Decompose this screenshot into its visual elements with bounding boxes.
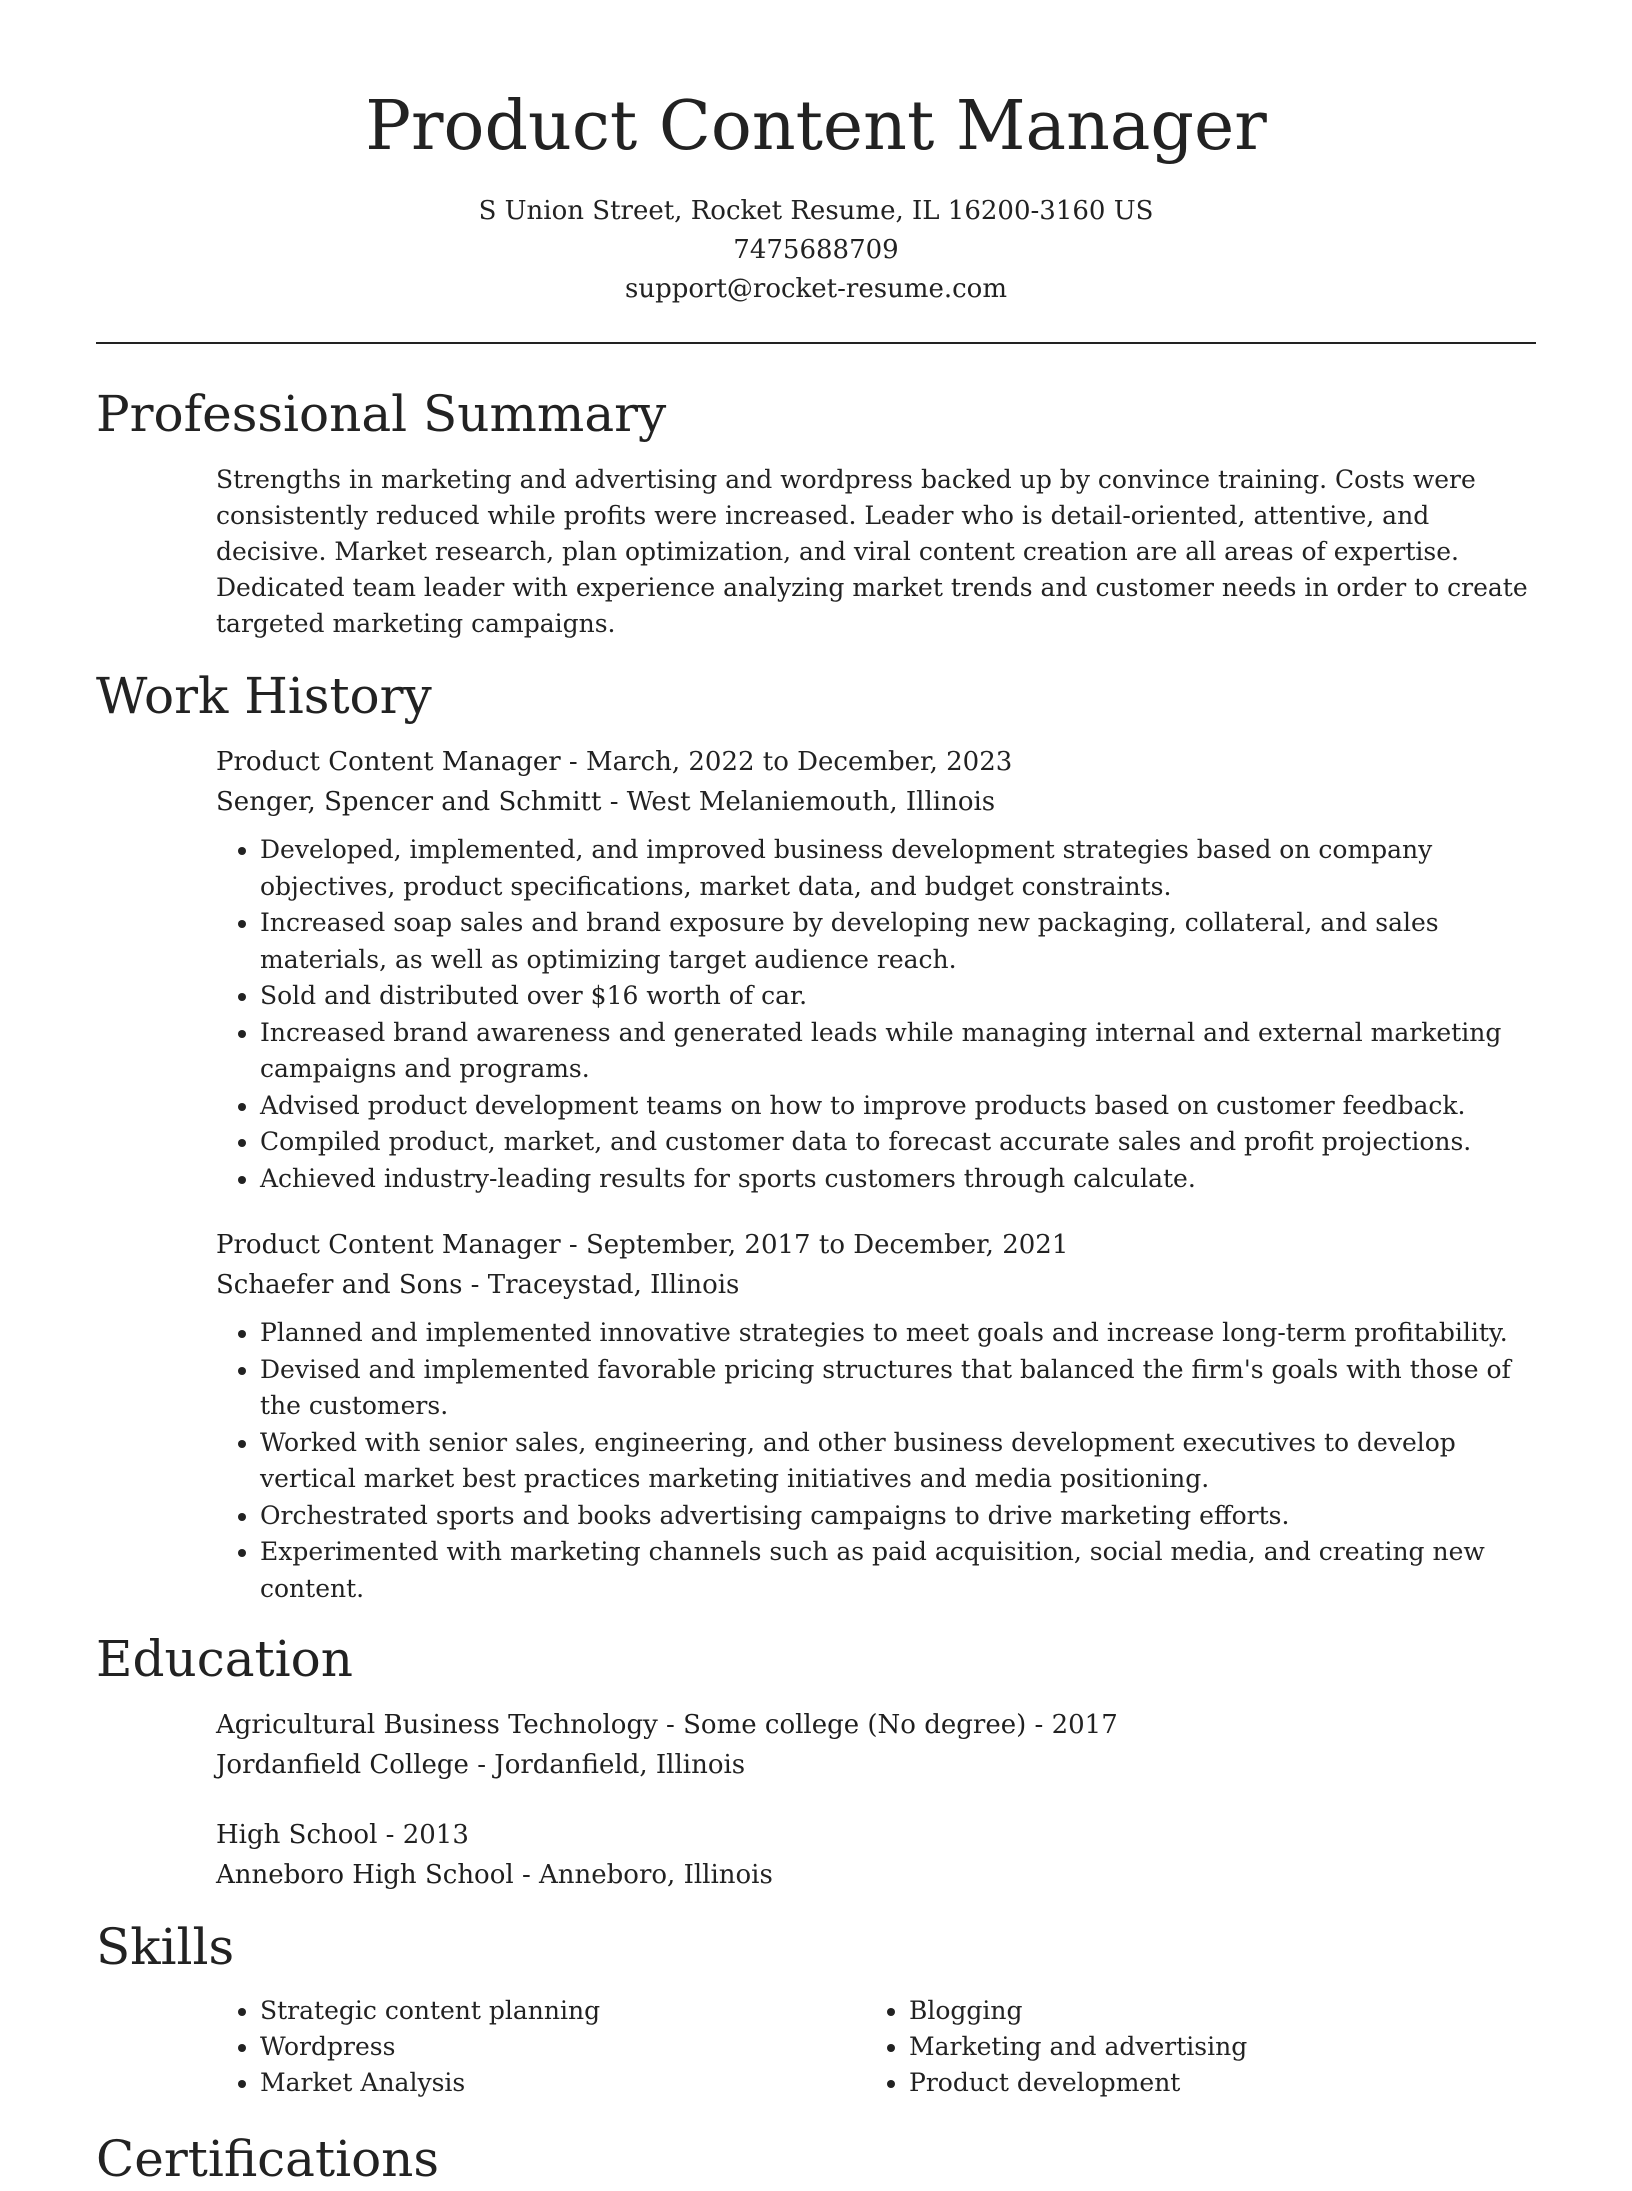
job-bullet: • Sold and distributed over $16 worth of car. (260, 978, 1536, 1015)
education-degree-line (216, 1815, 1536, 1855)
resume-page (96, 0, 1536, 2191)
job-title-line (216, 1225, 1536, 1265)
education-school: Anneboro High School (216, 1860, 514, 1890)
job-company-line (216, 782, 1536, 822)
job-company-line (216, 1265, 1536, 1305)
job-bullets (216, 832, 1536, 1197)
education-year: - 2017 (1026, 1710, 1118, 1740)
job-company: Schaefer and Sons (216, 1270, 463, 1300)
education-school-line (216, 1745, 1536, 1785)
education-degree: High School (216, 1820, 378, 1850)
skills-column-right (865, 1993, 1514, 2101)
education-location: - Anneboro, Illinois (513, 1860, 773, 1890)
work-history-heading: Work History (96, 667, 432, 725)
skill-item: • Product development (909, 2065, 1514, 2101)
education-entry (216, 1705, 1536, 1785)
job-bullet: • Increased soap sales and brand exposure by developing new packaging, collateral, and sales materials, as well as optimizing target audience reach. (260, 905, 1536, 978)
job-entry (216, 742, 1536, 1197)
skill-item: • Strategic content planning (260, 1993, 865, 2029)
skill-item: • Blogging (909, 1993, 1514, 2029)
skills-column-left (216, 1993, 865, 2101)
education-degree-line (216, 1705, 1536, 1745)
job-title-line (216, 742, 1536, 782)
skills-heading: Skills (96, 1918, 235, 1976)
job-bullet: • Developed, implemented, and improved business development strategies based on company objectives, product specifications, market data, and budget constraints. (260, 832, 1536, 905)
header-divider (96, 342, 1536, 344)
summary-heading: Professional Summary (96, 385, 667, 443)
contact-email: support@rocket-resume.com (624, 274, 1007, 304)
education-school: Jordanfield College (216, 1750, 469, 1780)
job-bullets (216, 1315, 1536, 1607)
resume-name: Product Content Manager (365, 87, 1267, 166)
job-location: - West Melaniemouth, Illinois (601, 787, 996, 817)
job-bullet: • Increased brand awareness and generated leads while managing internal and external marketing campaigns and programs. (260, 1015, 1536, 1088)
job-bullet: • Experimented with marketing channels such as paid acquisition, social media, and creating new content. (260, 1534, 1536, 1607)
contact-block (96, 192, 1536, 309)
contact-address: S Union Street, Rocket Resume, IL 16200-3160 US (478, 196, 1154, 226)
skill-item: • Marketing and advertising (909, 2029, 1514, 2065)
education-entry (216, 1815, 1536, 1895)
contact-phone: 7475688709 (733, 235, 899, 265)
skills-grid (216, 1993, 1536, 2101)
job-role: Product Content Manager (216, 747, 561, 777)
skill-item: • Market Analysis (260, 2065, 865, 2101)
job-bullet: • Worked with senior sales, engineering, and other business development executives to develop vertical market best practices marketing initiatives and media positioning. (260, 1425, 1536, 1498)
job-dates: - September, 2017 to December, 2021 (560, 1230, 1069, 1260)
education-year: - 2013 (377, 1820, 469, 1850)
job-role: Product Content Manager (216, 1230, 561, 1260)
education-location: - Jordanfield, Illinois (468, 1750, 746, 1780)
job-dates: - March, 2022 to December, 2023 (560, 747, 1013, 777)
job-bullet: • Devised and implemented favorable pricing structures that balanced the firm's goals with those of the customers. (260, 1352, 1536, 1425)
education-school-line (216, 1855, 1536, 1895)
job-bullet: • Achieved industry-leading results for sports customers through calculate. (260, 1161, 1536, 1198)
certifications-heading: Certifications (96, 2130, 440, 2188)
summary-text: Strengths in marketing and advertising and wordpress backed up by convince training. Costs were consistently reduced while profits were increased. Leader who is detail-oriented, attentive, and decisive. Market research, plan optimization, and viral content creation are all areas of expertise. Dedicated team leader with experience analyzing market trends and customer needs in order to create targeted marketing campaigns. (216, 465, 1528, 638)
job-location: - Traceystad, Illinois (462, 1270, 740, 1300)
job-entry (216, 1225, 1536, 1607)
skill-item: • Wordpress (260, 2029, 865, 2065)
job-bullet: • Compiled product, market, and customer data to forecast accurate sales and profit projections. (260, 1124, 1536, 1161)
job-bullet: • Orchestrated sports and books advertising campaigns to drive marketing efforts. (260, 1498, 1536, 1535)
education-degree: Agricultural Business Technology - Some college (No degree) (216, 1710, 1027, 1740)
job-bullet: • Planned and implemented innovative strategies to meet goals and increase long-term profitability. (260, 1315, 1536, 1352)
education-heading: Education (96, 1630, 353, 1688)
job-company: Senger, Spencer and Schmitt (216, 787, 602, 817)
job-bullet: • Advised product development teams on how to improve products based on customer feedback. (260, 1088, 1536, 1125)
